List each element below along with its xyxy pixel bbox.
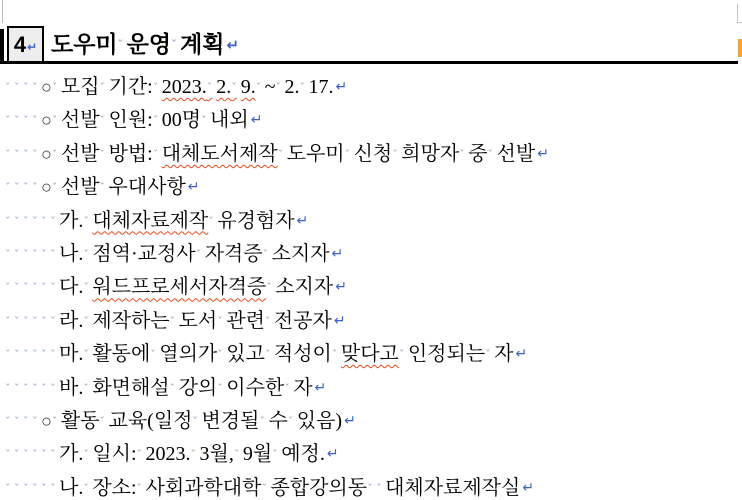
space-mark: ˇ [344, 147, 351, 161]
space-mark: ˇ [5, 114, 11, 128]
space-mark: ˇ [195, 247, 202, 261]
space-mark: ˇ [32, 114, 38, 128]
adjacent-frame-border-horizontal [737, 22, 742, 23]
space-mark: ˇ [217, 314, 223, 328]
space-mark: ˇ [217, 381, 223, 395]
text-run: 선발ˇ 인원:ˇ 00명ˇ 내외 [61, 109, 249, 131]
paragraph-mark: ↵ [326, 446, 339, 463]
text-line[interactable] [0, 271, 742, 304]
space-mark: ˇ [32, 314, 38, 328]
circle-bullet: ○ [41, 110, 52, 131]
space-mark: ˇ [255, 81, 262, 94]
space-mark: ˇ [201, 114, 207, 128]
paragraph-mark: ↵ [522, 479, 535, 496]
paragraph-mark: ↵ [333, 312, 346, 329]
space-mark: ˇ [5, 348, 11, 362]
text-line[interactable] [0, 405, 742, 438]
text-run: 도우미ˇ 운영ˇ 계획 [51, 31, 225, 57]
text-line[interactable] [0, 104, 742, 137]
space-mark: ˇ [23, 348, 29, 362]
space-mark: ˇ [99, 414, 106, 428]
space-mark: ˇ [50, 314, 56, 328]
space-mark: ˇ [83, 381, 89, 395]
heading-number: 4 [13, 31, 27, 57]
space-mark: ˇ [83, 314, 89, 328]
space-mark: ˇ [5, 281, 11, 295]
text-run: ˇ 도우미ˇ 신청ˇ 희망자ˇ 중ˇ 선발 [278, 143, 536, 165]
space-mark: ˇ [32, 481, 38, 495]
misspelled-text: 대체자료제작 [92, 209, 209, 232]
paragraph-mark: ↵ [331, 245, 344, 262]
space-mark: ˇ [259, 414, 265, 428]
misspelled-text: 워드프로세서자격증 [92, 276, 267, 299]
paragraph-mark: ↵ [314, 379, 327, 396]
space-mark: ˇ [23, 114, 29, 128]
paragraph-mark: ↵ [27, 39, 38, 54]
space-mark: ˇ [136, 448, 143, 462]
space-mark: ˇ [50, 214, 56, 228]
space-mark: ˇ [152, 147, 159, 161]
space-mark: ˇ [14, 381, 20, 395]
space-mark: ˇ [23, 314, 29, 328]
space-mark: ˇ [14, 348, 20, 362]
paragraph-mark: ↵ [226, 36, 240, 54]
paragraph-mark: ↵ [335, 279, 347, 296]
text-line[interactable] [0, 338, 742, 371]
text-run: 마.ˇ 활동에ˇ 열의가ˇ 있고ˇ 적성이ˇ [59, 343, 341, 365]
space-mark: ˇ [169, 381, 176, 395]
text-run: 가.ˇ 일시:ˇ 2023.ˇ 3월,ˇ 9월ˇ 예정. [59, 443, 325, 465]
paragraph-mark: ↵ [515, 346, 528, 363]
text-line[interactable] [0, 372, 742, 405]
heading-number-box[interactable] [7, 26, 44, 63]
space-mark: ˇ [14, 414, 20, 428]
space-mark: ˇ [23, 181, 29, 195]
space-mark: ˇ [169, 314, 176, 328]
paragraph-mark: ↵ [250, 112, 263, 129]
space-mark: ˇ [5, 81, 11, 94]
space-mark: ˇ [190, 448, 197, 462]
circle-bullet: ○ [41, 410, 52, 431]
space-mark: ˇ [32, 181, 38, 195]
space-mark: ˇ [41, 381, 47, 395]
space-mark: ˇ [5, 214, 11, 228]
space-mark: ˇ [14, 281, 20, 295]
space-mark: ˇ [5, 381, 11, 395]
space-mark: ˇ [217, 348, 223, 362]
circle-bullet: ○ [41, 143, 52, 164]
space-mark: ˇ [266, 281, 272, 295]
space-mark: ˇ [5, 481, 11, 495]
space-mark: ˇ [136, 481, 143, 495]
space-mark: ˇ [299, 81, 306, 94]
misspelled-text: 맞다고 [340, 343, 399, 366]
heading-left-bar [0, 29, 4, 63]
space-mark: ˇ [50, 247, 56, 261]
heading-title[interactable] [51, 26, 239, 63]
space-mark: ˇ [23, 281, 29, 295]
space-mark: ˇ [14, 314, 20, 328]
space-mark: ˇ [23, 147, 29, 161]
space-mark: ˇ [41, 348, 47, 362]
paragraph-mark: ↵ [296, 212, 309, 229]
text-run: ˇ ~ˇ 2.ˇ 17. [256, 76, 334, 98]
space-mark: ˇ [14, 247, 20, 261]
misspelled-text: 2023.ˇ 2.ˇ 9. [161, 76, 256, 98]
space-mark: ˇ [14, 147, 20, 161]
space-mark: ˇ [192, 414, 198, 428]
space-mark: ˇ [23, 214, 29, 228]
space-mark: ˇ [14, 114, 20, 128]
space-mark: ˇ [208, 214, 214, 228]
text-run: 바.ˇ 화면해설ˇ 강의ˇ 이수한ˇ 자 [59, 377, 313, 399]
space-mark: ˇ [51, 414, 58, 428]
space-mark: ˇ [41, 481, 47, 495]
space-mark: ˇ [117, 38, 124, 51]
space-mark: ˇ [32, 214, 38, 228]
previous-section-border [2, 0, 3, 23]
space-mark: ˇ [233, 448, 240, 462]
space-mark: ˇ [83, 247, 89, 261]
space-mark: ˇ [5, 181, 11, 195]
adjacent-frame-border-vertical [737, 4, 738, 22]
space-mark: ˇ [32, 247, 38, 261]
space-mark: ˇ [32, 147, 38, 161]
space-mark: ˇ [32, 381, 38, 395]
space-mark: ˇ [150, 348, 156, 362]
space-mark: ˇ [264, 348, 271, 362]
text-line[interactable] [0, 238, 742, 271]
space-mark: ˇ [14, 214, 20, 228]
space-mark: ˇ [83, 448, 89, 462]
space-mark: ˇ [50, 348, 56, 362]
space-mark: ˇ [459, 147, 465, 161]
space-mark: ˇ [41, 281, 47, 295]
text-run: ˇ 소지자 [266, 276, 333, 298]
text-run: 선발ˇ 우대사항 [61, 176, 186, 198]
space-mark: ˇ [32, 81, 38, 94]
space-mark: ˇ [83, 481, 89, 495]
space-mark: ˇ [152, 114, 159, 128]
space-mark: ˇ [83, 281, 89, 295]
space-mark: ˇ [485, 348, 491, 362]
text-line[interactable] [0, 305, 742, 338]
space-mark: ˇ [32, 414, 38, 428]
text-run: ˇ 인정되는ˇ 자 [399, 343, 514, 365]
right-edge-marker [738, 39, 742, 57]
space-mark: ˇ [50, 481, 56, 495]
text-line[interactable] [0, 472, 742, 500]
space-mark: ˇ [83, 348, 89, 362]
space-mark: ˇ [51, 114, 58, 128]
space-mark: ˇ [51, 81, 58, 94]
space-mark: ˇ [41, 448, 47, 462]
text-line[interactable] [0, 71, 742, 104]
space-mark: ˇ [171, 38, 177, 51]
space-mark: ˇ [83, 214, 89, 228]
space-mark: ˇ [41, 247, 47, 261]
text-run: 라.ˇ 제작하는ˇ 도서ˇ 관련ˇ 전공자 [59, 310, 332, 332]
space-mark: ˇ [262, 247, 269, 261]
space-mark: ˇ [277, 147, 284, 161]
space-mark: ˇ [41, 214, 47, 228]
space-mark: ˇ [5, 448, 11, 462]
space-mark: ˇ [392, 147, 398, 161]
space-mark: ˇ [14, 81, 20, 94]
space-mark: ˇ [23, 81, 29, 94]
space-mark: ˇ [275, 81, 282, 94]
paragraph-mark: ↵ [187, 179, 200, 196]
space-mark: ˇ [41, 314, 47, 328]
paragraph-mark: ↵ [537, 145, 549, 162]
text-run: 가.ˇ [59, 210, 92, 232]
document-body[interactable] [0, 71, 742, 500]
space-mark: ˇ [32, 448, 38, 462]
text-line[interactable] [0, 438, 742, 471]
space-mark: ˇ [231, 81, 237, 94]
text-line[interactable] [0, 171, 742, 204]
space-mark: ˇ [51, 181, 58, 195]
space-mark: ˇ [261, 481, 267, 495]
text-run: 나.ˇ 점역·교정사ˇ 자격증ˇ 소지자 [59, 243, 330, 265]
space-mark: ˇ [272, 448, 278, 462]
space-mark: ˇ [14, 448, 20, 462]
space-mark: ˇ [376, 481, 382, 495]
space-mark: ˇ [50, 448, 56, 462]
space-mark: ˇ [287, 414, 294, 428]
space-mark: ˇ [5, 147, 11, 161]
space-mark: ˇ [99, 114, 106, 128]
text-run: 다.ˇ [59, 276, 92, 298]
space-mark: ˇ [14, 481, 20, 495]
text-run: ˇ 유경험자 [208, 210, 294, 232]
text-run: 나.ˇ 장소:ˇ 사회과학대학ˇ 종합강의동ˇ ˇ 대체자료제작실 [59, 477, 520, 499]
space-mark: ˇ [99, 147, 106, 161]
text-line[interactable] [0, 138, 742, 171]
space-mark: ˇ [487, 147, 494, 161]
space-mark: ˇ [32, 348, 38, 362]
space-mark: ˇ [51, 147, 58, 161]
space-mark: ˇ [284, 381, 290, 395]
space-mark: ˇ [264, 314, 271, 328]
circle-bullet: ○ [41, 177, 52, 198]
circle-bullet: ○ [41, 77, 52, 97]
space-mark: ˇ [23, 414, 29, 428]
text-run: 활동ˇ 교육(일정ˇ 변경될ˇ 수ˇ 있음) [61, 410, 342, 432]
space-mark: ˇ [5, 414, 11, 428]
space-mark: ˇ [50, 281, 56, 295]
space-mark: ˇ [23, 481, 29, 495]
space-mark: ˇ [23, 247, 29, 261]
space-mark: ˇ [331, 348, 338, 362]
paragraph-mark: ↵ [344, 412, 356, 429]
misspelled-text: 대체도서제작 [161, 142, 278, 165]
space-mark: ˇ [152, 81, 159, 94]
space-mark: ˇ [99, 181, 106, 195]
space-mark: ˇ [14, 181, 20, 195]
text-run: 선발ˇ 방법:ˇ [61, 143, 162, 165]
space-mark: ˇ [398, 348, 405, 362]
paragraph-mark: ↵ [335, 79, 348, 95]
space-mark: ˇ [5, 247, 11, 261]
heading-underline [0, 61, 738, 64]
space-mark: ˇ [50, 381, 56, 395]
space-mark: ˇ [5, 314, 11, 328]
space-mark: ˇ [367, 481, 373, 495]
text-run: 모집ˇ 기간:ˇ [61, 76, 162, 98]
space-mark: ˇ [23, 448, 29, 462]
space-mark: ˇ [206, 81, 213, 94]
space-mark: ˇ [23, 381, 29, 395]
space-mark: ˇ [99, 81, 106, 94]
text-line[interactable] [0, 205, 742, 238]
space-mark: ˇ [32, 281, 38, 295]
